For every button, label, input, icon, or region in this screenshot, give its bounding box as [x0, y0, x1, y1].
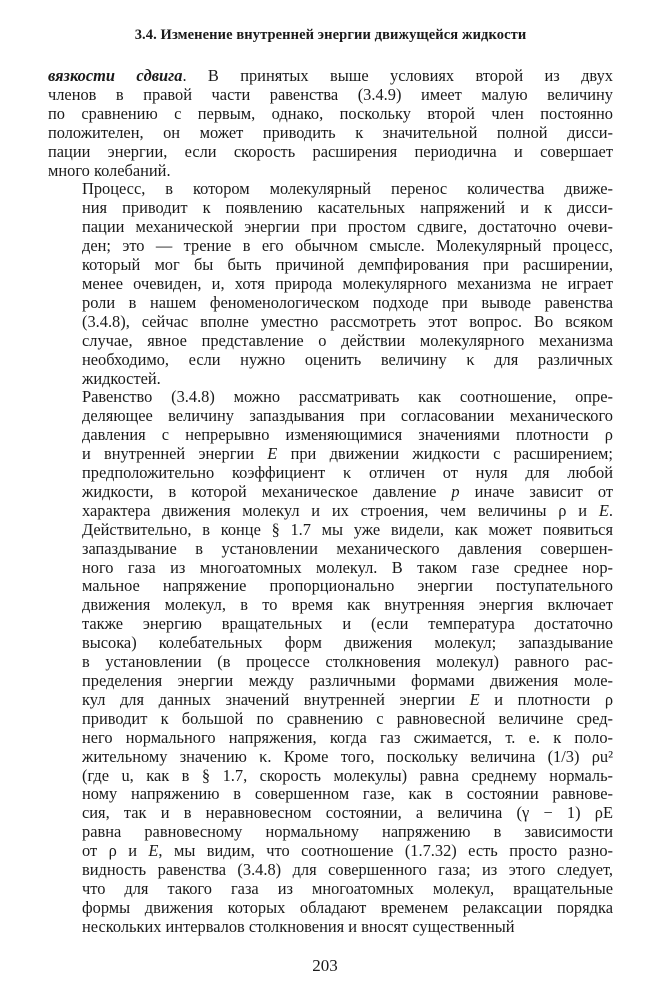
- text-line: роли в нашем феноменологическом подходе при выводе равенства: [82, 292, 613, 312]
- text-line: пределения энергии между различными формами движения моле-: [82, 671, 613, 690]
- text-line: ден; это — трение в его обычном смысле. Молекулярный процесс,: [82, 236, 613, 256]
- text-line: жидкости, в которой механическое давление p иначе зависит от: [82, 481, 613, 501]
- text-line: движения молекул, в то время как внутренняя энергия включает: [82, 595, 613, 615]
- text-line: в установлении (в процессе столкновения молекул) равного рас-: [82, 652, 613, 672]
- text-line: нескольких интервалов столкновения и вносят существенный: [82, 916, 515, 936]
- text-line: вязкости сдвига. В принятых выше условиях второй из двух: [48, 66, 613, 85]
- text-line: ному напряжению в совершенном газе, как в состоянии равнове-: [82, 784, 613, 804]
- text-line: характера движения молекул и их строения, чем величины ρ и E.: [82, 500, 613, 520]
- text-line: кул для данных значений внутренней энергии E и плотности ρ: [82, 689, 614, 709]
- text-line: Действительно, в конце § 1.7 мы уже видели, как может появиться: [82, 519, 613, 539]
- text-line: членов в правой части равенства (3.4.9) имеет малую величину: [48, 84, 613, 104]
- text-line: много колебаний.: [48, 160, 171, 180]
- text-line: жительному значению κ. Кроме того, поскольку величина (1/3) ρu²: [82, 746, 613, 766]
- text-line: менее очевиден, и, хотя природа молекулярного механизма не играет: [82, 273, 613, 293]
- text-line: мальное напряжение пропорционально энергии поступательного: [82, 576, 613, 596]
- text-line: ния приводит к появлению касательных напряжений и к дисси-: [82, 198, 613, 218]
- text-line: (где u, как в § 1.7, скорость молекулы) равна среднему нормаль-: [82, 765, 613, 785]
- text-line: приводит к большой по сравнению с равновесной величине сред-: [82, 708, 613, 728]
- text-line: Процесс, в котором молекулярный перенос количества движе-: [82, 179, 613, 199]
- text-line: Равенство (3.4.8) можно рассматривать как соотношение, опре-: [82, 387, 613, 407]
- body-text: [48, 67, 613, 937]
- text-line: (3.4.8), сейчас вполне уместно рассмотреть этот вопрос. Во всяком: [82, 311, 613, 331]
- text-line: ного газа из многоатомных молекул. В таком газе среднее нор-: [82, 557, 613, 577]
- text-line: необходимо, если нужно оценить величину κ для различных: [82, 349, 613, 369]
- paragraph-p1: [48, 67, 613, 180]
- text-line: видность равенства (3.4.8) для совершенного газа; из этого следует,: [82, 860, 613, 880]
- text-line: предположительно коэффициент κ отличен от нуля для любой: [82, 463, 613, 483]
- text-line: жидкостей.: [82, 368, 161, 388]
- text-line: формы движения которых обладают временем релаксации порядка: [82, 897, 613, 917]
- page-number: 203: [312, 956, 338, 975]
- paragraph-p2: [48, 180, 613, 388]
- text-line: и внутренней энергии E при движении жидкости с расширением;: [82, 444, 613, 464]
- text-line: от ρ и E, мы видим, что соотношение (1.7.32) есть просто разно-: [82, 841, 613, 861]
- text-line: пации энергии, если скорость расширения периодична и совершает: [48, 141, 613, 161]
- text-line: равна равновесному нормальному напряжению в зависимости: [82, 822, 613, 842]
- text-line: пации механической энергии при простом сдвиге, достаточно очеви-: [82, 217, 613, 237]
- text-line: высока) колебательных форм движения молекул; запаздывание: [82, 633, 613, 653]
- text-line: него нормального напряжения, когда газ сжимается, т. е. к поло-: [82, 727, 613, 747]
- text-line: по сравнению с первым, однако, поскольку второй член постоянно: [48, 103, 613, 123]
- text-line: случае, явное представление о действии молекулярного механизма: [82, 330, 613, 350]
- text-line: положителен, он может приводить к значительной полной дисси-: [48, 122, 613, 142]
- text-line: запаздывание в установлении механического давления совершен-: [82, 538, 613, 558]
- text-line: который мог бы быть причиной демпфирования при расширении,: [82, 255, 613, 275]
- text-line: сия, так и в неравновесном состоянии, а величина (γ − 1) ρE: [82, 803, 613, 823]
- text-line: также энергию вращательных и (если температура достаточно: [82, 614, 613, 634]
- running-header: 3.4. Изменение внутренней энергии движущейся жидкости: [134, 27, 527, 43]
- text-line: что для такого газа из многоатомных молекул, вращательные: [82, 878, 613, 898]
- text-line: деляющее величину запаздывания при согласовании механического: [82, 406, 613, 426]
- text-line: давления с непрерывно изменяющимися значениями плотности ρ: [82, 425, 613, 445]
- paragraph-p3: [48, 388, 613, 936]
